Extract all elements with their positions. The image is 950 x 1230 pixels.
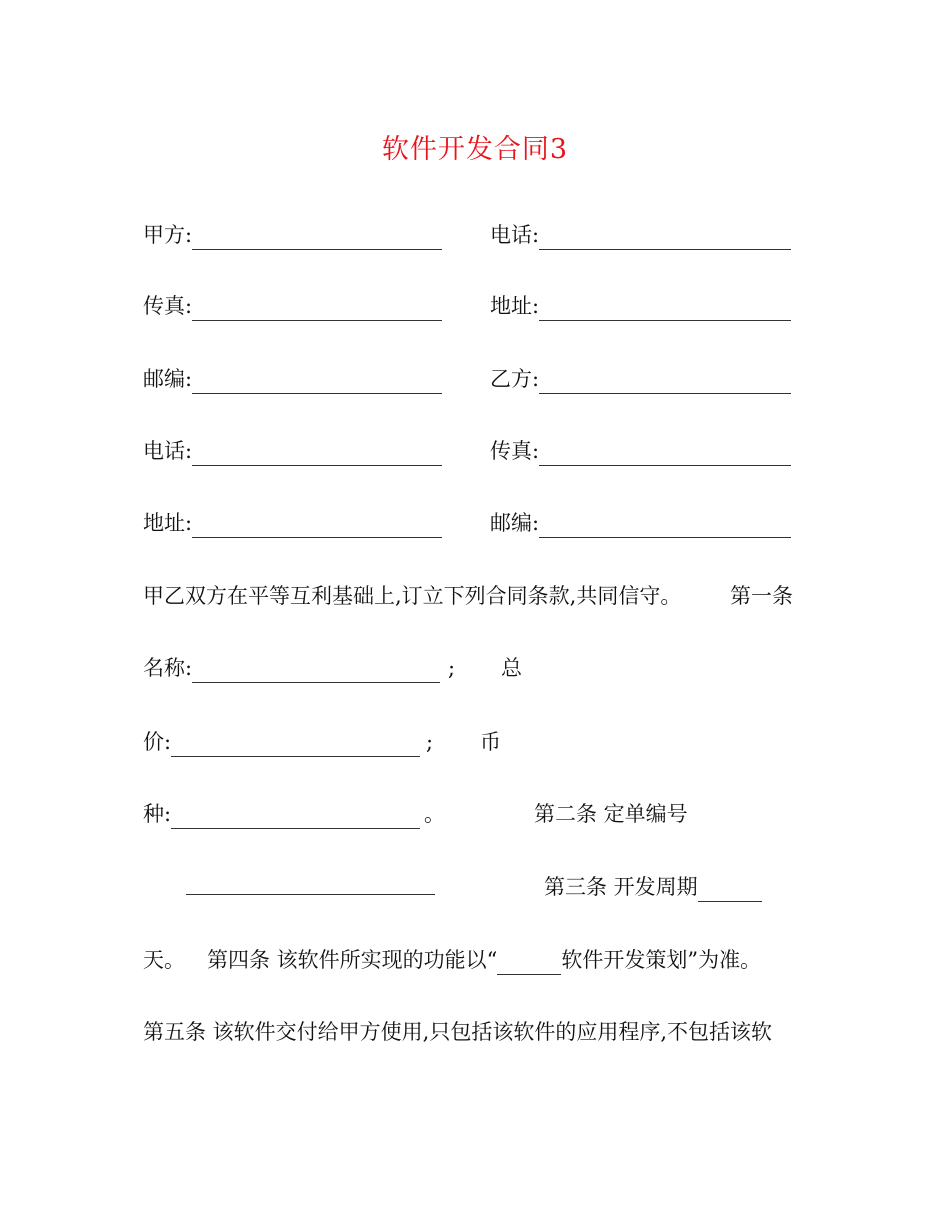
software-name-field: [143, 653, 440, 683]
phone-a-blank[interactable]: [539, 227, 791, 250]
dev-period-blank[interactable]: [698, 879, 762, 902]
party-a-field: [143, 220, 442, 250]
postcode-a-blank[interactable]: [192, 371, 442, 394]
party-b-blank[interactable]: [539, 371, 791, 394]
fax-a-field: [143, 291, 442, 321]
price-blank[interactable]: [171, 734, 420, 757]
address-b-field: [143, 508, 442, 538]
article-3-text: 第三条 开发周期: [544, 875, 698, 899]
party-b-field: [490, 364, 791, 394]
article-2-text: 第二条 定单编号: [534, 802, 688, 826]
currency-kind-field: [143, 799, 420, 829]
party-a-label: 甲方:: [143, 223, 193, 247]
period-mark: 。: [424, 802, 445, 826]
article-4-field: [207, 945, 761, 975]
order-number-blank[interactable]: [186, 872, 435, 895]
fax-b-blank[interactable]: [539, 443, 791, 466]
postcode-b-blank[interactable]: [539, 515, 791, 538]
semicolon-2: ;: [426, 730, 434, 754]
semicolon-1: ;: [448, 656, 456, 680]
address-b-blank[interactable]: [192, 515, 442, 538]
intro-text: 甲乙双方在平等互利基础上,订立下列合同条款,共同信守。: [143, 584, 682, 608]
postcode-b-label: 邮编:: [490, 511, 540, 535]
fax-a-label: 传真:: [143, 294, 193, 318]
phone-a-label: 电话:: [490, 223, 540, 247]
article-5-text: 第五条 该软件交付给甲方使用,只包括该软件的应用程序,不包括该软: [143, 1020, 773, 1044]
postcode-b-field: [490, 508, 791, 538]
price-field: [143, 727, 420, 757]
address-a-blank[interactable]: [539, 298, 791, 321]
article-1-label: 第一条: [730, 584, 793, 608]
article-4-suffix: 软件开发策划”为准。: [561, 948, 762, 972]
article-3-field: [544, 872, 762, 902]
postcode-a-field: [143, 364, 442, 394]
currency-char: 币: [480, 730, 501, 754]
fax-b-field: [490, 436, 791, 466]
currency-kind-label: 种:: [143, 802, 172, 826]
software-name-label: 名称:: [143, 656, 193, 680]
party-b-label: 乙方:: [490, 367, 540, 391]
plan-name-blank[interactable]: [497, 952, 561, 975]
document-title: 软件开发合同3: [381, 134, 569, 165]
article-4-prefix: 第四条 该软件所实现的功能以“: [207, 948, 498, 972]
days-text: 天。: [143, 948, 185, 972]
party-a-blank[interactable]: [192, 227, 442, 250]
software-name-blank[interactable]: [192, 660, 440, 683]
fax-a-blank[interactable]: [192, 298, 442, 321]
phone-a-field: [490, 220, 791, 250]
address-a-label: 地址:: [490, 294, 540, 318]
phone-b-field: [143, 436, 442, 466]
postcode-a-label: 邮编:: [143, 367, 193, 391]
price-label: 价:: [143, 730, 172, 754]
fax-b-label: 传真:: [490, 439, 540, 463]
address-a-field: [490, 291, 791, 321]
currency-kind-blank[interactable]: [171, 806, 420, 829]
phone-b-label: 电话:: [143, 439, 193, 463]
phone-b-blank[interactable]: [192, 443, 442, 466]
address-b-label: 地址:: [143, 511, 193, 535]
total-char: 总: [501, 656, 522, 680]
